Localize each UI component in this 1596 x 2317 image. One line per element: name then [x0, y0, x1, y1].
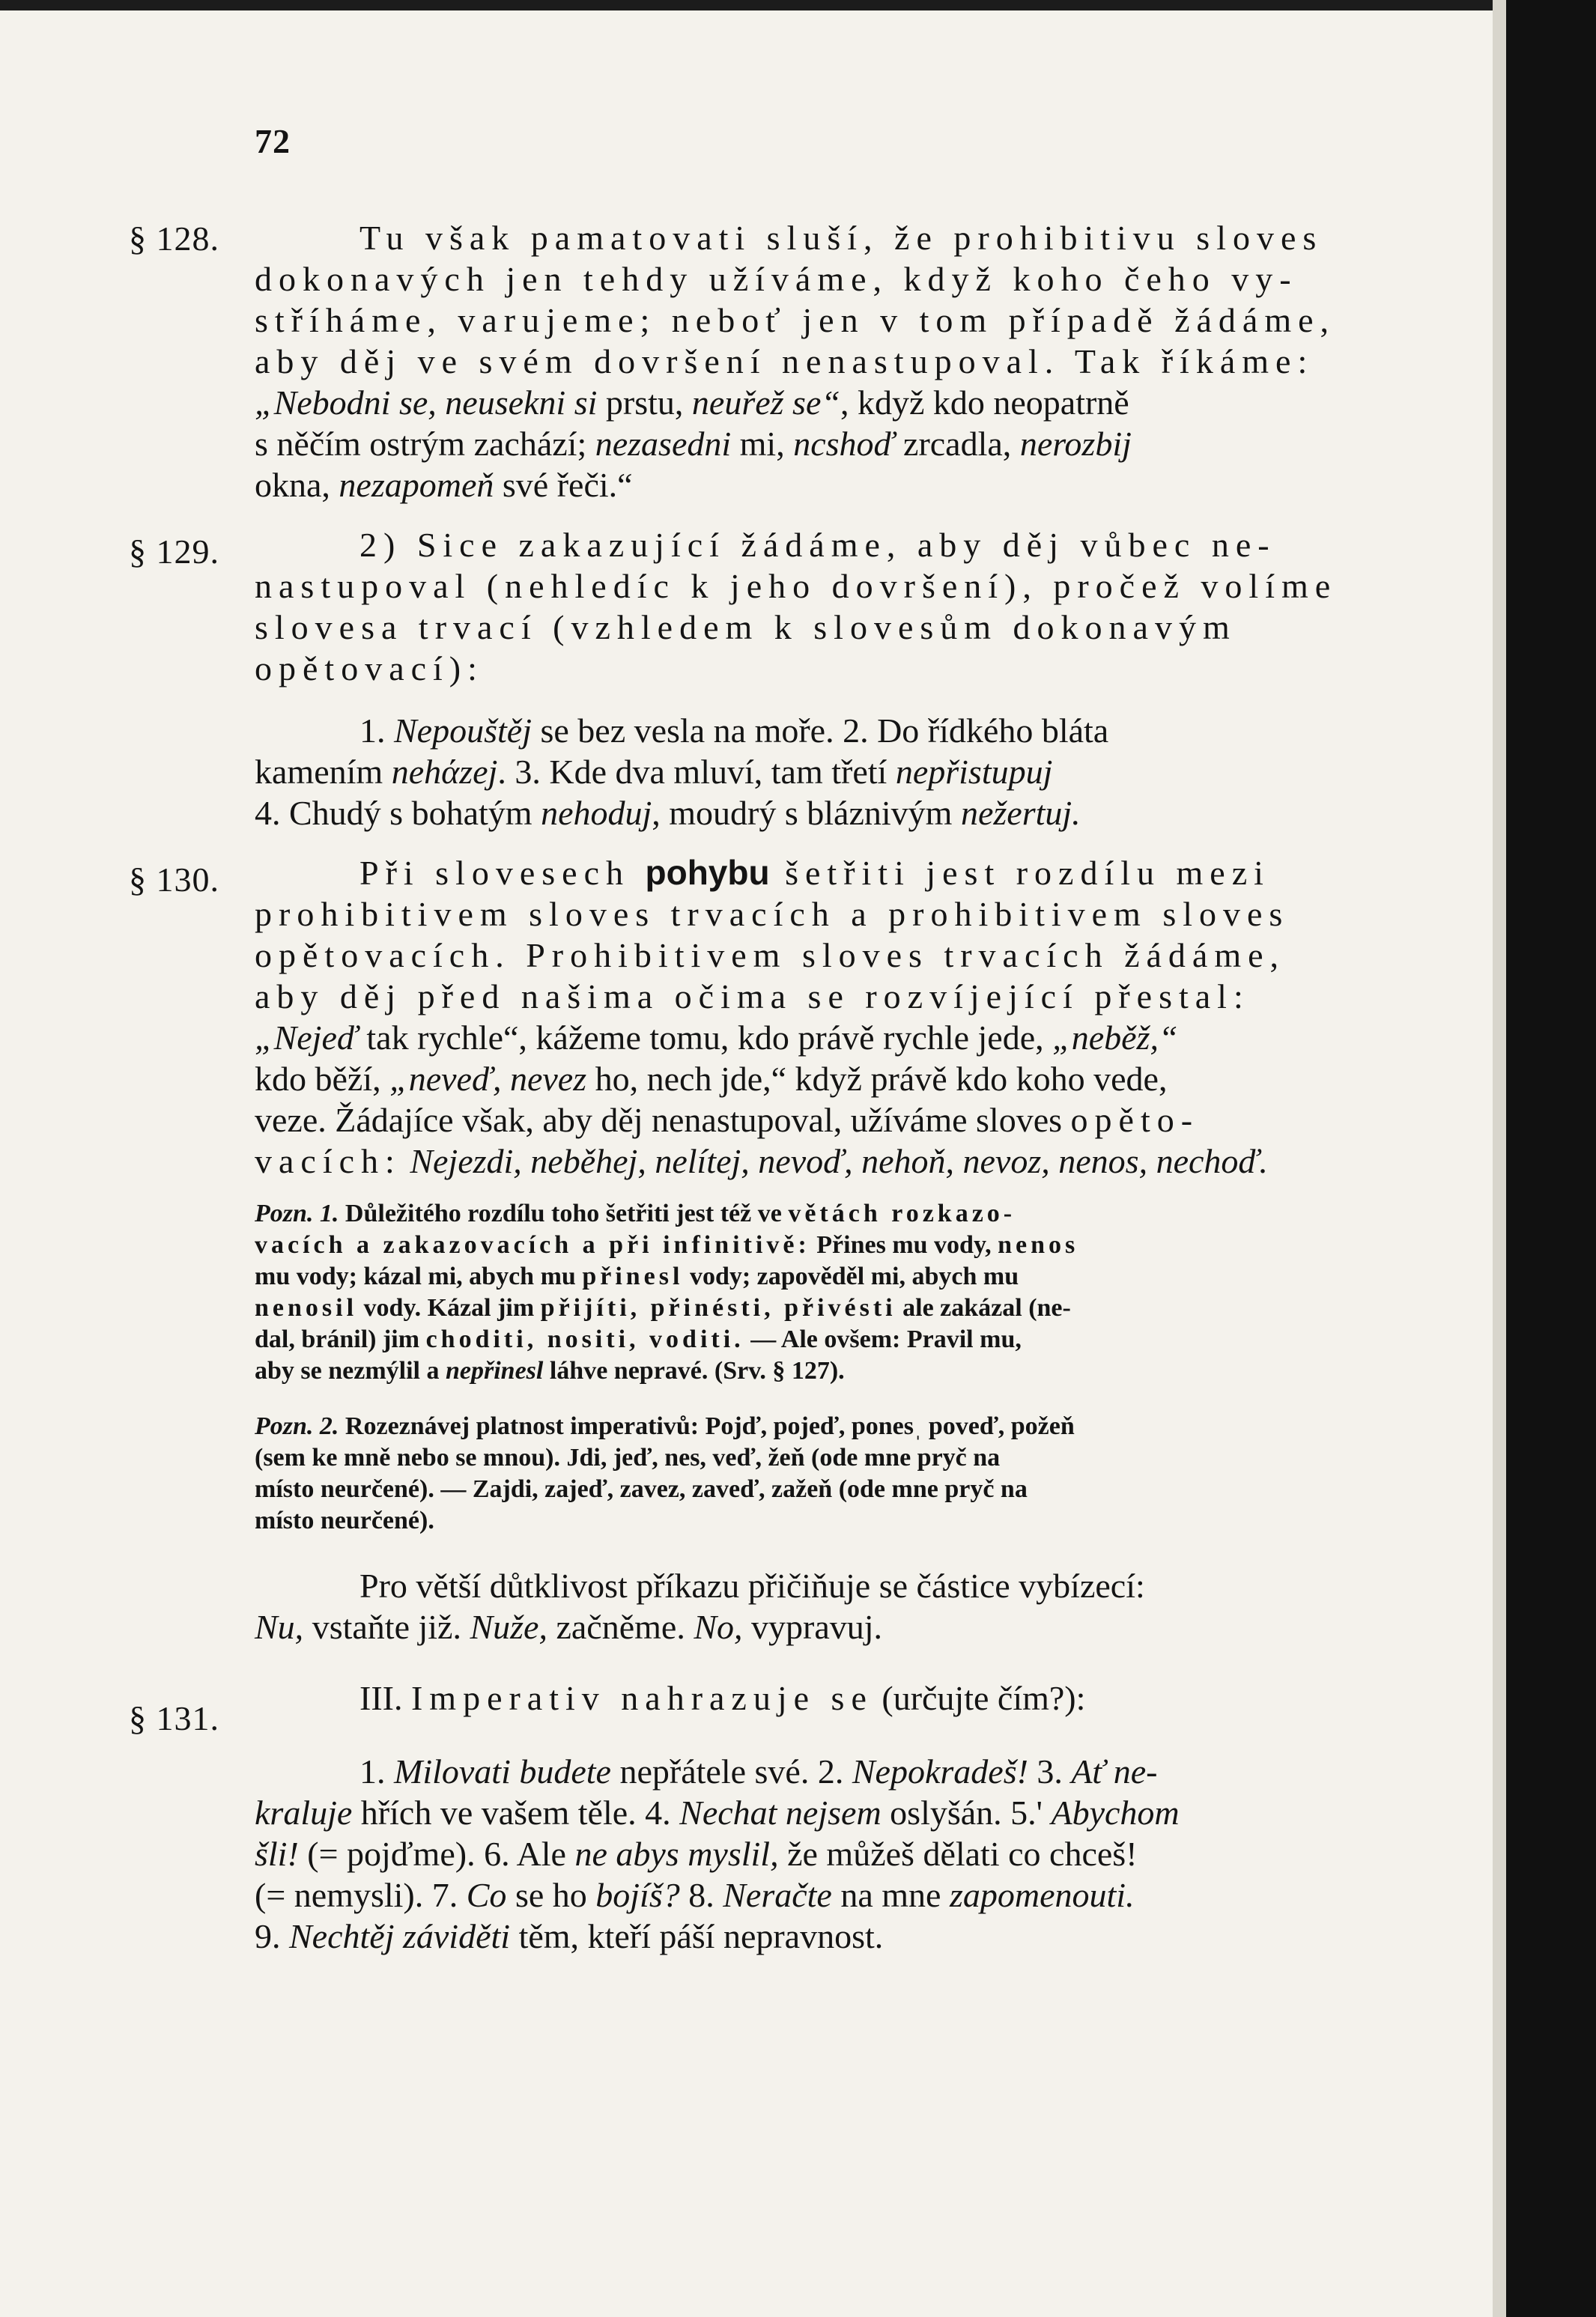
section-number-128: § 128. [129, 219, 219, 258]
line: (= nemysli). 7. Co se ho bojíš? 8. Neračte na mne zapomenouti. [255, 1876, 1135, 1914]
line: aby se nezmýlil a nepřinesl láhve nepravé. (Srv. § 127). [255, 1357, 845, 1385]
line: Pozn. 1. Důležitého rozdílu toho šetřiti jest též ve větách rozkazo- [255, 1200, 1016, 1227]
line: nastupoval (nehledíc k jeho dovršení), pročež volíme [255, 567, 1338, 605]
line: stříháme, varujeme; neboť jen v tom případě žádáme, [255, 301, 1336, 339]
section-131-heading [255, 1677, 1438, 1719]
note-1 [255, 1198, 1442, 1387]
right-scan-border [1506, 0, 1596, 2317]
line: slovesa trvací (vzhledem k slovesům dokonavým [255, 608, 1237, 646]
line: III. Imperativ nahrazuje se (určujte čím?): [359, 1679, 1086, 1717]
line: Pozn. 2. Rozeznávej platnost imperativů: Pojď, pojeď, ponesˌ poveď, požeň [255, 1412, 1075, 1440]
page-number: 72 [255, 122, 291, 160]
line: Při slovesech pohybu šetřiti jest rozdílu mezi [359, 853, 1270, 892]
line: 1. Milovati budete nepřátele své. 2. Nepokradeš! 3. Ať ne- [359, 1752, 1158, 1791]
line: veze. Žádajíce však, aby děj nenastupoval, užíváme sloves opěto- [255, 1101, 1200, 1139]
line: vacích: Nejezdi, neběhej, nelítej, nevoď, nehoň, nevoz, nenos, nechoď. [255, 1142, 1268, 1180]
line: 9. Nechtěj záviděti těm, kteří páší nepravnost. [255, 1917, 884, 1955]
particles-paragraph [255, 1565, 1438, 1648]
line: 4. Chudý s bohatým nehoduj, moudrý s bláznivým nežertuj. [255, 794, 1081, 832]
top-scan-border [0, 0, 1596, 10]
line: místo neurčené). [255, 1507, 434, 1534]
line: dal, bránil) jim choditi, nositi, voditi. — Ale ovšem: Pravil mu, [255, 1325, 1022, 1353]
line: opětovacích. Prohibitivem sloves trvacích žádáme, [255, 936, 1286, 974]
line: šli! (= pojďme). 6. Ale ne abys myslil, že můžeš dělati co chceš! [255, 1835, 1138, 1873]
line: kdo běží, „neveď, nevez ho, nech jde,“ když právě kdo koho vede, [255, 1060, 1168, 1098]
line: 2) Sice zakazující žádáme, aby děj vůbec ne- [359, 526, 1276, 564]
line: „Nebodni se, neusekni si prstu, neuřež se“, když kdo neopatrně [255, 383, 1129, 422]
line: aby děj před našima očima se rozvíjející přestal: [255, 977, 1250, 1015]
line: 1. Nepouštěj se bez vesla na moře. 2. Do řídkého bláta [359, 711, 1109, 750]
line: okna, nezapomeň své řeči.“ [255, 466, 633, 504]
line: kraluje hřích ve vašem těle. 4. Nechat nejsem oslyšán. 5.' Abychom [255, 1794, 1180, 1832]
line: (sem ke mně nebo se mnou). Jdi, jeď, nes, veď, žeň (ode mne pryč na [255, 1444, 1001, 1472]
line: aby děj ve svém dovršení nenastupoval. Tak říkáme: [255, 342, 1314, 380]
section-129-examples [255, 710, 1438, 833]
line: Nu, vstaňte již. Nuže, začněme. No, vypravuj. [255, 1608, 883, 1646]
line: místo neurčené). — Zajdi, zajeď, zavez, zaveď, zažeň (ode mne pryč na [255, 1475, 1028, 1503]
section-number-130: § 130. [129, 860, 219, 899]
line: Pro větší důtklivost příkazu přičiňuje se částice vybízecí: [359, 1567, 1145, 1605]
line: „Nejeď tak rychle“, kážeme tomu, kdo právě rychle jede, „neběž,“ [255, 1018, 1178, 1057]
line: mu vody; kázal mi, abych mu přinesl vody; zapověděl mi, abych mu [255, 1263, 1019, 1290]
note-2 [255, 1411, 1442, 1537]
line: s něčím ostrým zachází; nezasedni mi, ncshoď zrcadla, nerozbij [255, 425, 1132, 463]
line: nenosil vody. Kázal jim přijíti, přinésti, přivésti ale zakázal (ne- [255, 1294, 1071, 1322]
section-number-129: § 129. [129, 532, 219, 571]
section-128-text [255, 217, 1438, 505]
section-131-examples [255, 1751, 1438, 1957]
line: opětovací): [255, 649, 484, 687]
page-gutter [1493, 0, 1506, 2317]
section-129-text [255, 524, 1438, 689]
line: Tu však pamatovati sluší, že prohibitivu sloves [359, 219, 1323, 257]
line: prohibitivem sloves trvacích a prohibitivem sloves [255, 895, 1290, 933]
section-number-131: § 131. [129, 1699, 219, 1737]
section-130-text [255, 852, 1438, 1182]
line: kamením nehάzej. 3. Kde dva mluví, tam třetí nepřistupuj [255, 753, 1053, 791]
line: vacích a zakazovacích a při infinitivě: Přines mu vody, nenos [255, 1231, 1079, 1259]
line: dokonavých jen tehdy užíváme, když koho čeho vy- [255, 260, 1298, 298]
